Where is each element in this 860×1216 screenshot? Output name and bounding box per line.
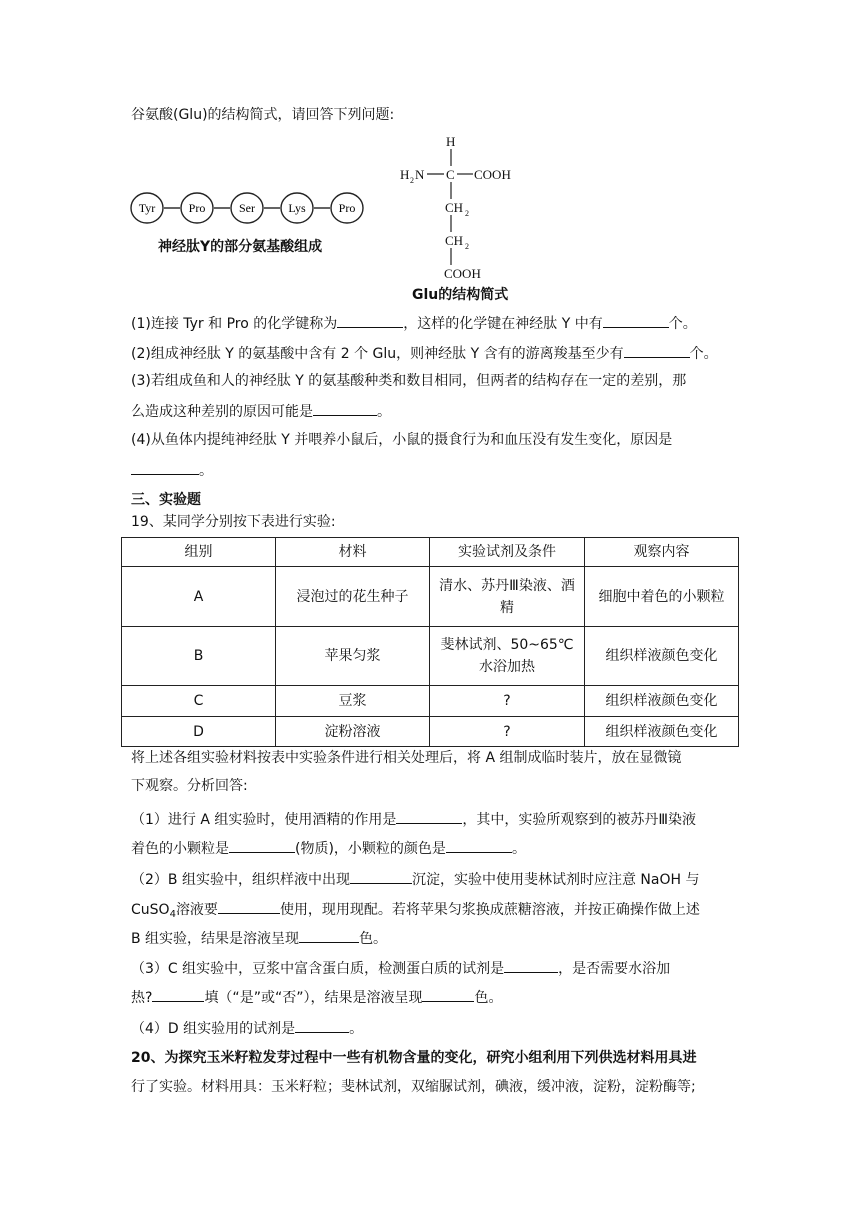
q19-after-line1: 将上述各组实验材料按表中实验条件进行相关处理后，将 A 组制成临时装片，放在显微镜 — [131, 750, 682, 766]
q18-part1: (1)连接 Tyr 和 Pro 的化学键称为 ，这样的化学键在神经肽 Y 中有 个。 — [131, 312, 697, 334]
answer-blank — [299, 927, 359, 943]
table-header-row — [122, 538, 739, 567]
q19-part1-line2: 着色的小颗粒是 (物质)，小颗粒的颜色是 。 — [131, 837, 526, 859]
cell-material: 豆浆 — [276, 686, 430, 717]
q18-part4-line2: 。 — [131, 459, 213, 481]
column-header: 组别 — [122, 538, 276, 567]
atom-h-top: H — [446, 134, 456, 149]
answer-blank — [624, 342, 690, 358]
answer-blank — [295, 1017, 349, 1033]
column-header: 材料 — [276, 538, 430, 567]
q19-part2-line3: B 组实验，结果是溶液呈现 色。 — [131, 927, 387, 949]
q18-part4-line1: (4)从鱼体内提纯神经肽 Y 并喂养小鼠后，小鼠的摄食行为和血压没有发生变化，原因是 — [131, 432, 673, 448]
answer-blank — [422, 986, 474, 1002]
subscript: 2 — [465, 242, 469, 251]
answer-blank — [350, 868, 412, 884]
glu-structure-diagram — [398, 134, 528, 284]
cell-group: A — [122, 567, 276, 627]
table-row — [122, 627, 739, 686]
intro-line: 谷氨酸(Glu)的结构简式，请回答下列问题: — [131, 107, 395, 123]
cell-reagent: 清水、苏丹Ⅲ染液、酒精 — [430, 567, 585, 627]
cell-material: 淀粉溶液 — [276, 717, 430, 747]
q19-part1-line1: （1）进行 A 组实验时，使用酒精的作用是 ，其中，实验所观察到的被苏丹Ⅲ染液 — [131, 808, 696, 830]
q18-part2: (2)组成神经肽 Y 的氨基酸中含有 2 个 Glu，则神经肽 Y 含有的游离羧基至少有 个。 — [131, 342, 718, 364]
answer-blank — [504, 957, 558, 973]
answer-blank — [603, 312, 669, 328]
answer-blank — [396, 808, 462, 824]
amino-acid-label: Lys — [288, 201, 306, 215]
q20-line1: 20、为探究玉米籽粒发芽过程中一些有机物含量的变化，研究小组利用下列供选材料用具进 — [131, 1050, 697, 1066]
q19-part3-line2: 热? 填（“是”或“否”），结果是溶液呈现 色。 — [131, 986, 502, 1008]
atom-h-amine: H — [400, 167, 410, 182]
table-row — [122, 567, 739, 627]
cell-group: D — [122, 717, 276, 747]
q19-part2-line1: （2）B 组实验中，组织样液中出现 沉淀，实验中使用斐林试剂时应注意 NaOH 与 — [131, 868, 699, 890]
group-cooh-bottom: COOH — [444, 266, 481, 281]
atom-c: C — [446, 167, 455, 182]
section-title: 三、实验题 — [131, 492, 201, 508]
amino-acid-label: Tyr — [138, 201, 156, 215]
subscript: 2 — [465, 209, 469, 218]
atom-n: N — [415, 167, 425, 182]
column-header: 实验试剂及条件 — [430, 538, 585, 567]
answer-blank — [229, 837, 295, 853]
cell-observe: 组织样液颜色变化 — [585, 686, 739, 717]
cell-observe: 组织样液颜色变化 — [585, 627, 739, 686]
chain-caption: 神经肽Y的部分氨基酸组成 — [158, 239, 323, 255]
experiment-table — [121, 537, 739, 747]
column-header: 观察内容 — [585, 538, 739, 567]
cell-reagent: 斐林试剂、50~65℃水浴加热 — [430, 627, 585, 686]
answer-blank — [131, 459, 199, 475]
cell-group: B — [122, 627, 276, 686]
q19-stem: 19、某同学分别按下表进行实验: — [131, 514, 336, 530]
answer-blank — [218, 898, 280, 914]
group-ch2-a: CH — [445, 200, 464, 215]
answer-blank — [446, 837, 512, 853]
group-cooh-right: COOH — [474, 167, 511, 182]
q19-part3-line1: （3）C 组实验中，豆浆中富含蛋白质，检测蛋白质的试剂是 ，是否需要水浴加 — [131, 957, 670, 979]
amino-acid-label: Pro — [338, 201, 356, 215]
cell-group: C — [122, 686, 276, 717]
peptide-chain-diagram — [130, 190, 366, 226]
q19-part4: （4）D 组实验用的试剂是 。 — [131, 1017, 363, 1039]
subscript: 2 — [410, 176, 414, 185]
q18-part3-line2: 么造成这种差别的原因可能是 。 — [131, 400, 391, 422]
answer-blank — [152, 986, 204, 1002]
cell-reagent: ? — [430, 717, 585, 747]
glu-caption: Glu的结构简式 — [412, 287, 509, 303]
table-row — [122, 717, 739, 747]
cell-observe: 细胞中着色的小颗粒 — [585, 567, 739, 627]
answer-blank — [313, 400, 377, 416]
q18-part3-line1: (3)若组成鱼和人的神经肽 Y 的氨基酸种类和数目相同，但两者的结构存在一定的差别，那 — [131, 373, 687, 389]
cell-material: 苹果匀浆 — [276, 627, 430, 686]
cell-reagent: ? — [430, 686, 585, 717]
table-row — [122, 686, 739, 717]
amino-acid-label: Pro — [188, 201, 206, 215]
q19-part2-line2: CuSO$_4$溶液要 使用，现用现配。若将苹果匀浆换成蔗糖溶液，并按正确操作做上述 — [131, 898, 700, 925]
group-ch2-b: CH — [445, 233, 464, 248]
amino-acid-label: Ser — [239, 201, 255, 215]
answer-blank — [337, 312, 403, 328]
cell-observe: 组织样液颜色变化 — [585, 717, 739, 747]
cell-material: 浸泡过的花生种子 — [276, 567, 430, 627]
q19-after-line2: 下观察。分析回答: — [131, 778, 248, 794]
q20-line2: 行了实验。材料用具：玉米籽粒；斐林试剂，双缩脲试剂，碘液，缓冲液，淀粉，淀粉酶等; — [131, 1079, 696, 1095]
